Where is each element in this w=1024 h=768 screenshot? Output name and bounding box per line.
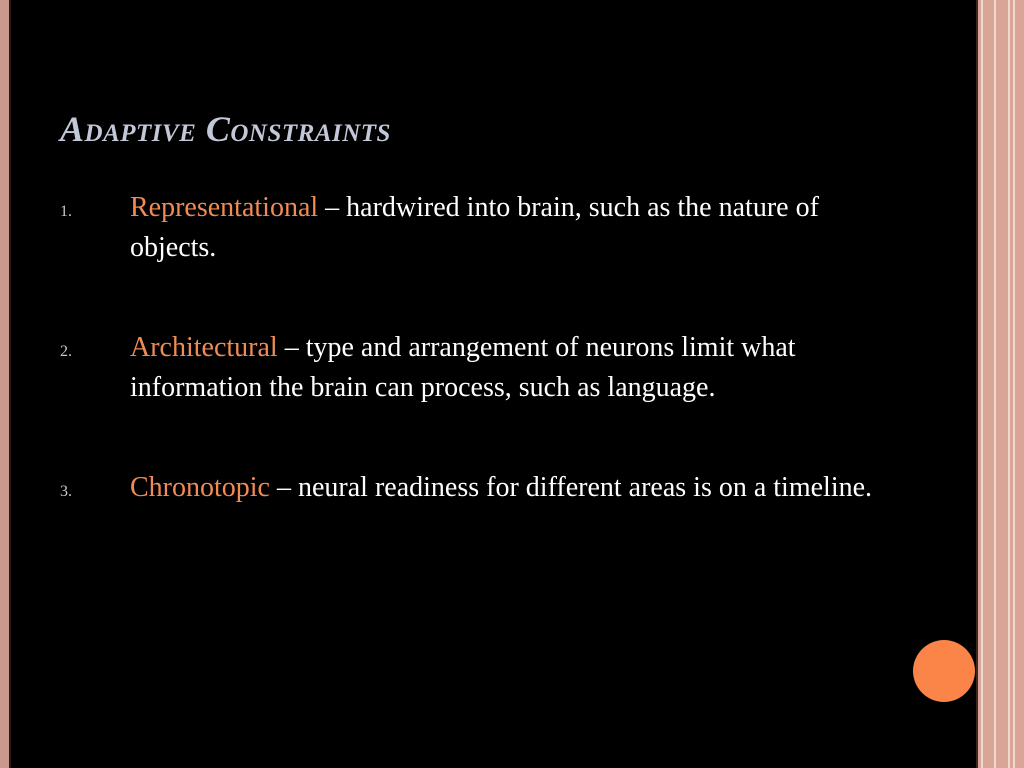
constraint-list — [60, 188, 890, 512]
list-item-number: 2. — [60, 343, 72, 360]
left-border — [0, 0, 9, 768]
list-item-term: Architectural — [130, 332, 278, 363]
right-striped-border — [978, 0, 1024, 768]
list-item — [60, 188, 890, 268]
list-item-text — [130, 328, 890, 408]
list-item-number: 3. — [60, 483, 72, 500]
left-border-line — [9, 0, 11, 768]
list-item-term: Representational — [130, 192, 319, 223]
list-item-term: Chronotopic — [130, 472, 270, 503]
list-item — [60, 328, 890, 408]
slide-title: Adaptive Constraints — [60, 109, 391, 149]
list-item-description: – type and arrangement of neurons limit what information the brain can process, such as language. — [130, 332, 796, 403]
decorative-circle — [913, 640, 975, 702]
list-item-text — [130, 468, 890, 508]
list-item-number: 1. — [60, 203, 72, 220]
list-item-description: – hardwired into brain, such as the nature of objects. — [130, 192, 819, 263]
list-item-description: – neural readiness for different areas is on a timeline. — [270, 472, 873, 503]
list-item-text — [130, 188, 890, 268]
list-item — [60, 468, 890, 512]
